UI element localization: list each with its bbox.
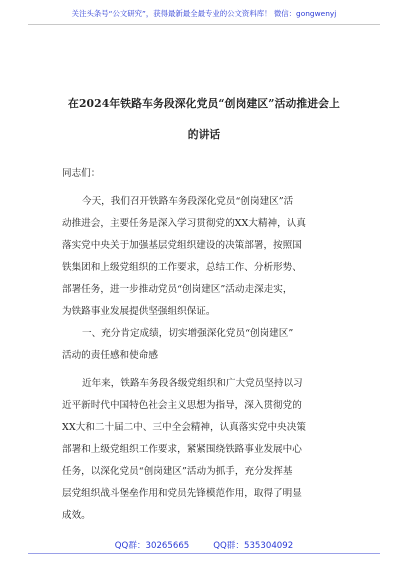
qq-group-2[interactable]: QQ群：535304092	[213, 541, 294, 551]
section-heading: 一、充分肯定成绩，切实增强深化党员“创岗建区”	[82, 328, 294, 339]
body-line: 部署和上级党组织工作要求，紧紧围绕铁路事业发展中心	[62, 444, 302, 455]
body-line: 任务，以深化党员“创岗建区”活动为抓手，充分发挥基	[62, 466, 293, 477]
salutation: 同志们：	[62, 168, 101, 179]
document-title: 在2024年铁路车务段深化党员“创岗建区”活动推进会上	[68, 97, 340, 110]
body-line: 近平新时代中国特色社会主义思想为指导，深入贯彻党的	[62, 400, 302, 411]
body-line: 层党组织战斗堡垒作用和党员先锋模范作用，取得了明显	[62, 488, 302, 499]
footer-divider	[28, 553, 380, 554]
section-heading-continued: 活动的责任感和使命感	[62, 350, 158, 361]
footer-contact	[0, 539, 408, 551]
body-line: 铁集团和上级党组织的工作要求，总结工作、分析形势、	[62, 262, 302, 273]
body-line: 成效。	[62, 510, 91, 521]
qq-group-1[interactable]: QQ群：30265665	[114, 541, 190, 551]
body-line: 动推进会，主要任务是深入学习贯彻党的XX大精神，认真	[62, 218, 306, 229]
body-line: 部署任务，进一步推动党员“创岗建区”活动走深走实，	[62, 284, 293, 295]
body-line: 为铁路事业发展提供坚强组织保证。	[62, 306, 216, 317]
body-line: 近年来，铁路车务段各级党组织和广大党员坚持以习	[82, 378, 303, 389]
body-line: XX大和二十届二中、三中全会精神，认真落实党中央决策	[62, 422, 306, 433]
body-line: 今天，我们召开铁路车务段深化党员“创岗建区”活	[82, 196, 294, 207]
document-title-continued: 的讲话	[187, 128, 221, 141]
promo-banner[interactable]: 关注头条号“公文研究”，获得最新最全最专业的公文资料库！ 微信：gongwenyj	[71, 9, 337, 18]
body-line: 落实党中央关于加强基层党组织建设的决策部署，按照国	[62, 240, 302, 251]
